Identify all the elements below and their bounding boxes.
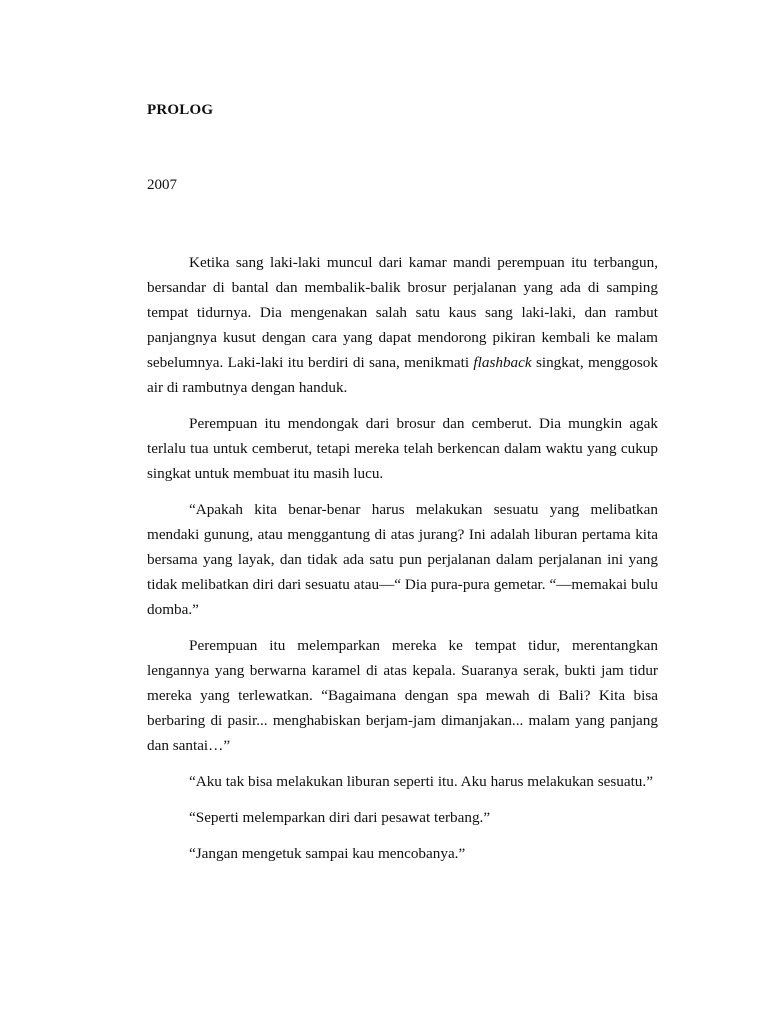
paragraph-1 [147,250,658,400]
paragraph-1-italic: flashback [473,354,532,371]
chapter-body [147,250,658,877]
paragraph-7: “Jangan mengetuk sampai kau mencobanya.” [189,845,466,862]
paragraph-4: Perempuan itu melemparkan mereka ke tempat tidur, merentangkan lengannya yang berwarna karamel di atas kepala. Suaranya serak, bukti jam tidur mereka yang terlewatkan. “Bagaimana dengan spa mewah di Bali? Kita bisa berbaring di pasir... menghabiskan berjam-jam dimanjakan... malam yang panjang dan santai…” [147,637,658,754]
paragraph-1-text-after: singkat, menggosok air di rambutnya dengan handuk. [147,354,658,396]
chapter-heading: PROLOG [147,102,214,118]
paragraph-1-text-before: Ketika sang laki-laki muncul dari kamar mandi perempuan itu terbangun, bersandar di bantal dan membalik-balik brosur perjalanan yang ada di samping tempat tidurnya. Dia mengenakan salah satu kaus sang laki-laki, dan rambut panjangnya kusut dengan cara yang dapat mendorong pikiran kembali ke malam sebelumnya. Laki-laki itu berdiri di sana, menikmati [147,254,658,371]
paragraph-6: “Seperti melemparkan diri dari pesawat terbang.” [189,809,491,826]
paragraph-3: “Apakah kita benar-benar harus melakukan sesuatu yang melibatkan mendaki gunung, atau menggantung di atas jurang? Ini adalah liburan pertama kita bersama yang layak, dan tidak ada satu pun perjalanan dalam perjalanan ini yang tidak melibatkan diri dari sesuatu atau—“ Dia pura-pura gemetar. “—memakai bulu domba.” [147,501,658,618]
paragraph-5: “Aku tak bisa melakukan liburan seperti itu. Aku harus melakukan sesuatu.” [189,773,653,790]
paragraph-2: Perempuan itu mendongak dari brosur dan cemberut. Dia mungkin agak terlalu tua untuk cemberut, tetapi mereka telah berkencan dalam waktu yang cukup singkat untuk membuat itu masih lucu. [147,415,658,482]
chapter-year: 2007 [147,177,177,193]
